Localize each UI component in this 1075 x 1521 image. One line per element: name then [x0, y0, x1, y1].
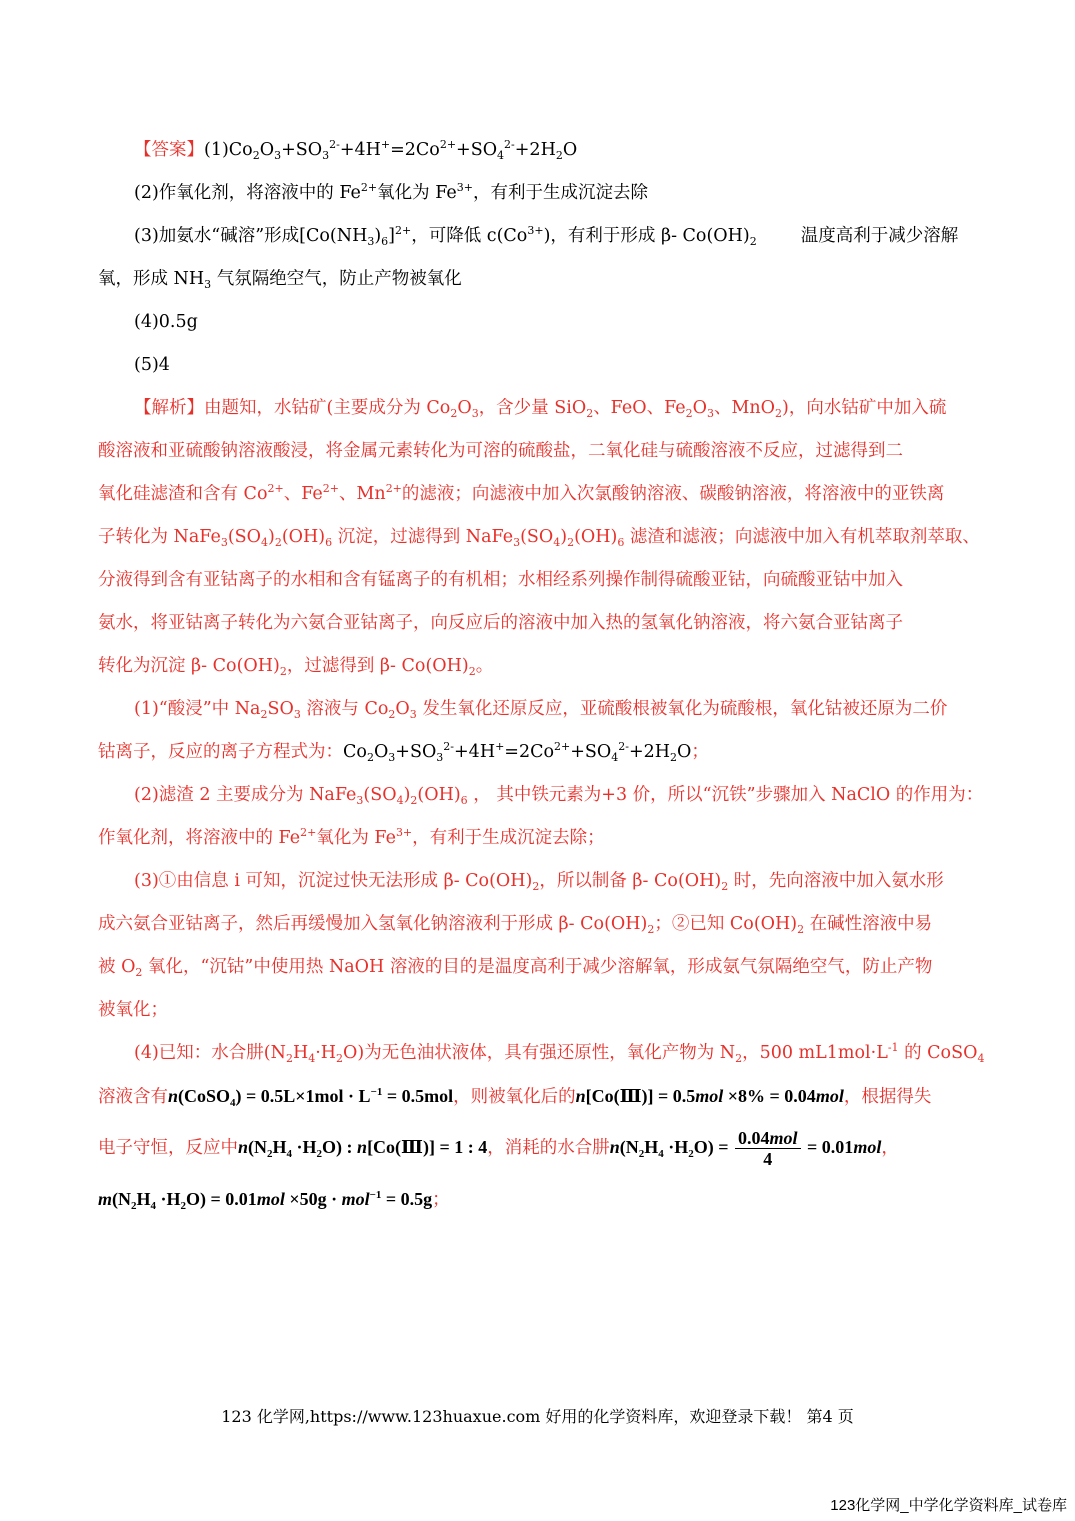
analysis-q4-line-3: 电子守恒，反应中$n(N_2H_4 \cdot H_2O)$ : n[Co(Ⅲ)] = 1 : 4，消耗的水合肼$n(N_2H_4 \cdot H_2O)$ = $\frac{\text{0.04mol}}{4}$ = 0.01mol， — [98, 1128, 899, 1170]
equation-m-hydrazine: $m(N_2H_4 \cdot H_2O) = 0.01mol \times 50g \cdot mol^{-1} = 0.5g$ — [98, 1189, 433, 1212]
equation-n-coso4: n(CoSO$_4$) = $0.5L\times 1mol \cdot L^{-1} = 0.5mol$ — [168, 1086, 454, 1109]
analysis-p1-line-2: 酸溶液和亚硫酸钠溶液酸浸，将金属元素转化为可溶的硫酸盐，二氧化硅与硫酸溶液不反应，过滤得到二 — [98, 441, 903, 461]
site-watermark: 123化学网_中学化学资料库_试卷库 — [830, 1497, 1067, 1514]
analysis-q4-line-2: 溶液含有n(CoSO$_4$) = $0.5L\times 1mol \cdot L^{-1} = 0.5mol$，则被氧化后的n[Co(Ⅲ)] = 0.5mol ×8% = 0.04mol，根据得失 — [98, 1086, 932, 1109]
analysis-p1-line-1: 【解析】由题知，水钴矿(主要成分为 $Co_2O_3$，含少量 SiO$_2$、FeO、$Fe_2O_3$、MnO$_2$)，向水钴矿中加入硫 — [134, 398, 947, 420]
equation-n-co3: n[Co(Ⅲ)] = 0.5mol ×8% = 0.04mol — [575, 1086, 844, 1106]
analysis-q2-line-1: (2)滤渣 2 主要成分为 $NaFe_3(SO_4)_2(OH)_6$ ， 其中铁元素为+3 价，所以“沉铁”步骤加入 NaClO 的作用为： — [134, 785, 984, 807]
answer-section — [98, 129, 978, 387]
analysis-q4-line-4: $m(N_2H_4 \cdot H_2O) = 0.01mol \times 50g \cdot mol^{-1} = 0.5g$； — [98, 1189, 450, 1212]
analysis-tag: 【解析】 — [134, 398, 204, 418]
analysis-p1-line-3: 氧化硅滤渣和含有 $Co^{2+}$、$Fe^{2+}$、$Mn^{2+}$的滤液；向滤液中加入次氯酸钠溶液、碳酸钠溶液，将溶液中的亚铁离 — [98, 482, 945, 504]
answer-line-1: 【答案】$(1)Co_2O_3+SO_3^{2-}+4H^+=2Co^{2+}+SO_4^{2-}+2H_2O$ — [134, 138, 578, 162]
analysis-p1-line-5: 分液得到含有亚钴离子的水相和含有锰离子的有机相；水相经系列操作制得硫酸亚钴，向硫酸亚钴中加入 — [98, 570, 903, 590]
analysis-p1-line-7: 转化为沉淀 β- $Co(OH)_2$，过滤得到 β- $Co(OH)_2$。 — [98, 656, 494, 678]
analysis-q4-line-1: (4)已知：水合肼$(N_2H_4\cdot H_2O)$为无色油状液体，具有强还原性，氧化产物为 $N_2$，500 $mL1mol\cdot L^{-1}$ 的 CoSO$_4$ — [134, 1041, 985, 1065]
answer-line-3b: 氧，形成 $NH_3$ 气氛隔绝空气，防止产物被氧化 — [98, 269, 462, 291]
analysis-q3-line-3: 被 $O_2$ 氧化，“沉钴”中使用热 NaOH 溶液的目的是温度高利于减少溶解氧，形成氨气氛隔绝空气，防止产物 — [98, 957, 933, 979]
answer-tag: 【答案】 — [134, 140, 204, 160]
analysis-q1-line-2: 钴离子，反应的离子方程式为：$Co_2O_3+SO_3^{2-}+4H^+=2Co^{2+}+SO_4^{2-}+2H_2O$； — [98, 740, 709, 764]
equation-n-hydrazine: $n(N_2H_4 \cdot H_2O)$ = $\frac{\text{0.04mol}}{4}$ = 0.01mol — [609, 1128, 882, 1170]
analysis-q3-line-4: 被氧化； — [98, 1000, 168, 1020]
analysis-p1-line-6: 氨水，将亚钴离子转化为六氨合亚钴离子，向反应后的溶液中加入热的氢氧化钠溶液，将六氨合亚钴离子 — [98, 613, 903, 633]
analysis-q3-line-2: 成六氨合亚钴离子，然后再缓慢加入氢氧化钠溶液利于形成 β- $Co(OH)_2$；②已知 $Co(OH)_2$ 在碱性溶液中易 — [98, 914, 933, 936]
answer-1-equation: $Co_2O_3+SO_3^{2-}+4H^+=2Co^{2+}+SO_4^{2-}+2H_2O$ — [228, 138, 578, 162]
answer-line-2: (2)作氧化剂，将溶液中的 $Fe^{2+}$氧化为 $Fe^{3+}$，有利于生成沉淀去除 — [134, 181, 648, 203]
equation-ratio: $n(N_2H_4 \cdot H_2O)$ : n[Co(Ⅲ)] = 1 : 4 — [238, 1137, 488, 1160]
answer-line-4: (4)0.5g — [134, 312, 198, 332]
analysis-q3-line-1: (3)①由信息 i 可知，沉淀过快无法形成 β- $Co(OH)_2$，所以制备 β- $Co(OH)_2$ 时，先向溶液中加入氨水形 — [134, 871, 944, 893]
answer-line-5: (5)4 — [134, 355, 170, 375]
analysis-section — [98, 387, 985, 1222]
analysis-p1-line-4: 子转化为 $NaFe_3(SO_4)_2(OH)_6$ 沉淀，过滤得到 $NaFe_3(SO_4)_2(OH)_6$ 滤渣和滤液；向滤液中加入有机萃取剂萃取、 — [98, 527, 980, 549]
analysis-q2-line-2: 作氧化剂，将溶液中的 $Fe^{2+}$氧化为 $Fe^{3+}$，有利于生成沉淀去除； — [98, 826, 605, 848]
analysis-q1-line-1: (1)“酸浸”中 $Na_2SO_3$ 溶液与 $Co_2O_3$ 发生氧化还原反应，亚硫酸根被氧化为硫酸根，氧化钴被还原为二价 — [134, 699, 948, 721]
page-footer: 123 化学网,https://www.123huaxue.com 好用的化学资料库，欢迎登录下载！ 第4 页 — [221, 1407, 854, 1426]
answer-line-3: (3)加氨水“碱溶”形成$[Co(NH_3)_6]^{2+}$，可降低 $c(Co^{3+})$，有利于形成 β- $Co(OH)_2$ 温度高利于减少溶解 — [134, 224, 959, 248]
